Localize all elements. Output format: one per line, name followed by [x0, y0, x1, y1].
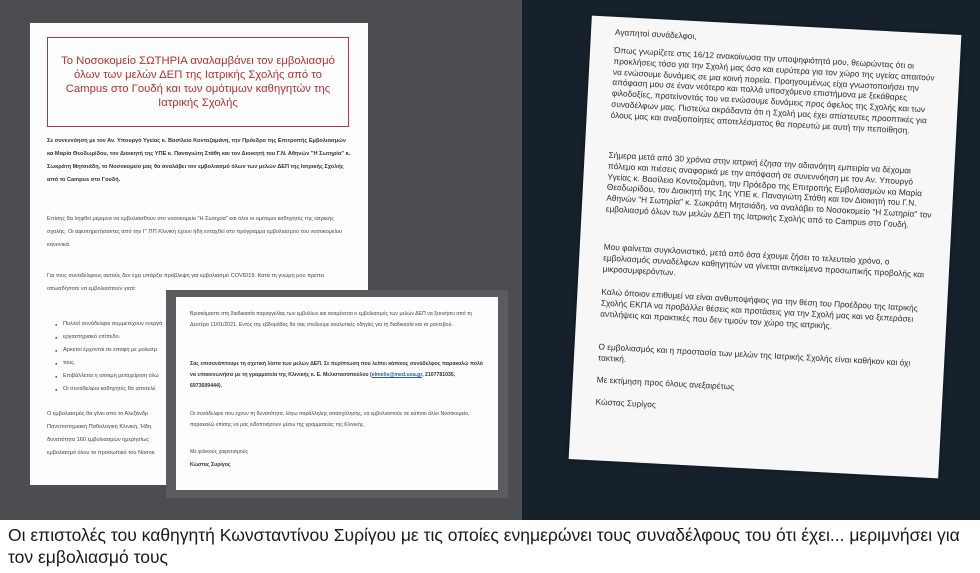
list-item: ● τους. — [55, 357, 355, 370]
overlay-document — [176, 297, 498, 490]
letter-greeting: Αγαπητοί συνάδελφοι, — [614, 26, 697, 42]
photo-caption: Οι επιστολές του καθηγητή Κωνσταντίνου Συρίγου με τις οποίες ενημερώνει τους συναδέλφους του ότι έχει... μεριμνήσει για τον εμβολιασμό τους — [8, 525, 960, 567]
list-item: ● Πολλοί συνάδελφοι συμμετέχουν ενεργά — [55, 318, 355, 331]
list-item: ● εργαστηριακό επίπεδο. — [55, 331, 355, 344]
overlay-paragraph-3: Οι συνάδελφοι που έχουν τη δυνατότητα, λόγω παράλληλης απασχόλησης, να εμβολιαστούν σε κάποιο άλλο Νοσοκομείο, παρακαλώ επίσης να μας ειδοποιήσουν μέσω της γραμματείας της Κλινικής. — [190, 411, 470, 428]
announcement-paragraph-3: Για τους συναδέλφους αυτούς δεν έχει υπάρξει πρόβλεψη για εμβολιασμό COVID19. Κατά τη γνώμη μου πρέπει οπωσδήποτε να εμβολιαστούν γιατί: — [47, 273, 325, 292]
announcement-paragraph-1: Σε συνεννόηση με τον Αν. Υπουργό Υγείας κ. Βασίλειο Κοντοζαμάνη, την Πρόεδρο της Επιτροπής Εμβολιασμών κα Μαρία Θεοδωρίδου, τον Διοικητή της ΥΠΕ κ. Παναγιώτη Στάθη και τον Διοικητή του Γ.Ν. Αθηνών "Η Σωτηρία" κ. Σωκράτη Μητσιάδη, το Νοσοκομείο μας θα αναλάβει τον εμβολιασμό όλων των μελών ΔΕΠ της Ιατρικής Σχολής από το Campus στο Γουδή. — [47, 138, 351, 183]
announcement-paragraph-4-line-4: εμβολιασμό όλου το προσωπικό του Νοσοκ — [47, 450, 155, 456]
letter-paragraph-1: Όπως γνωρίζετε στις 16/12 ανακοίνωσα την υποψηφιότητά μου, θεωρώντας ότι οι προκλήσεις τόσο για την Σχολή μας όσο και ευρύτερα για τον χώρο της υγείας απαιτούν να ενώσουμε δυνάμεις σε μια κοινή πορεία. Προηγουμένως είχα γνωστοποιήσει την απόφαση μου σε έναν νεότερο και πολλά υποσχόμενο επιστήμονα με ξεκάθαρες φιλοδοξίες, προτείνοντάς του να ενώσουμε δυνάμεις προς όφελος της Σχολής και των συναδέλφων μας. Πιστεύω ακράδαντα ότι η Σχολή μας έχει απίστευτες προοπτικές για όλους μας και αναξιοποίητες αποτελέσματος θα πορευτώ με αυτή την πεποίθηση. — [610, 44, 935, 136]
announcement-paragraph-4-line-1: Ο εμβολιασμός θα γίνει από το Αλεξάνδρ — [47, 411, 149, 417]
announcement-paragraph-4-line-3: δυνατότητα 160 εμβολιασμών ημερησίως — [47, 437, 150, 443]
announcement-paragraph-2: Επίσης θα ληφθεί μέριμνα να εμβολιασθούν στο νοσοκομείο "Η Σωτηρία" και όλοι οι ομότιμοι καθηγητές της ιατρικής σχολής. Οι αφυπηρετήσαντες από την Γ' ΠΠ Κλινική έχουν ήδη ενταχθεί στο πρόγραμμα εμβολιασμού του νοσοκομείου κανονικά. — [47, 216, 342, 248]
letter-paragraph-5: Ο εμβολιασμός και η προστασία των μελών της Ιατρικής Σχολής είναι καθήκον και όχι τακτική. — [597, 341, 911, 368]
letter-paragraph-2: Σήμερα μετά από 30 χρόνια στην ιατρική έζησα την αδιανόητη εμπειρία να δέχομαι πόλεμο και πιέσεις αναφορικά με την απόφασή σε συνεννόηση με τον Αν. Υπουργό Υγείας κ. Βασίλειο Κοντοζαμάνη, την Πρόεδρο της Επιτροπής Εμβολιασμών κα Μαρία Θεοδωρίδου, τον Διοικητή της 1ης ΥΠΕ κ. Παναγιώτη Στάθη και τον Διοικητή του Γ.Ν. Αθηνών "Η Σωτηρία" κ. Σωκράτη Μητσιάδη, να αναλάβει το Νοσοκομείο "Η Σωτηρία" τον εμβολιασμό όλων των μελών ΔΕΠ της Ιατρικής Σχολής από το Campus στο Γουδή. — [605, 149, 932, 230]
overlay-paragraph-1: Βρισκόμαστε στη διαδικασία παραγγελίας των εμβολίων και αναμένεται ο εμβολιασμός των μελών ΔΕΠ να ξεκινήσει από τη Δευτέρα 11/01/2021. Εντός της εβδομάδας θα σας στείλουμε αναλυτικές οδηγίες για τη διαδικασία και τα ραντεβού. — [190, 311, 473, 328]
list-item: ● Αρκετοί έρχονται σε επαφή με μολυσμ — [55, 344, 355, 357]
announcement-paragraph-4-line-2: Πανεπιστημιακή Παθολογική Κλινική. Ήδη — [47, 424, 152, 430]
overlay-closing: Με φιλικούς χαιρετισμούς — [190, 449, 249, 455]
letter-paragraph-3: Μου φαίνεται συγκλονιστικό, μετά από όσα έχουμε ζήσει το τελευταίο χρόνο, ο εμβολιασμός συναδέλφων καθηγητών να γίνεται αντικείμενο προσωπικής προβολής και μικροσυμφερόντων. — [602, 241, 925, 280]
overlay-paragraph-2-end: , 2107781035, 6973699444). — [190, 372, 456, 389]
overlay-signature: Κώστας Συρίγος — [190, 462, 231, 468]
email-link[interactable]: elmelis@med.uoa.gr — [371, 372, 423, 378]
letter-closing: Με εκτίμηση προς όλους ανεξαιρέτως — [596, 374, 735, 392]
list-item: ● Επιβάλλεται η ισότιμη μεταχείριση όλω — [55, 370, 355, 383]
overlay-paragraph-2-text: Σας επισυνάπτουμε τη σχετική λίστα των μελών ΔΕΠ. Σε περίπτωση που λείπει κάποιος συνάδελφος παρακαλώ πολύ να επικοινωνήσει με τη γραμματεία της Κλινικής κ. Ε. Μελιστασοπούλου ( — [190, 361, 483, 378]
letter-paragraph-4: Καλώ όποιον επιθυμεί να είναι ανθυποψήφιος για την θέση του Προέδρου της Ιατρικής Σχολής ΕΚΠΑ να προβάλλει θέσεις και προτάσεις για την Σχολή μας και να ξεπεράσει αντιλήψεις και πρακτικές που δεν τιμούν τον χώρο της ιατρικής. — [600, 286, 918, 331]
overlay-paragraph-2 — [190, 359, 485, 392]
announcement-title: Το Νοσοκομείο ΣΩΤΗΡΙΑ αναλαμβάνει τον εμβολιασμό όλων των μελών ΔΕΠ της Ιατρικής Σχολής από το Campus στο Γουδή και των ομότιμων καθηγητών της Ιατρικής Σχολής — [47, 37, 349, 127]
list-item: ● Οι συνάδελφοι καθηγητές θα αποτελέ — [55, 383, 355, 396]
letter-document — [569, 16, 962, 479]
letter-signature: Κώστας Συρίγος — [595, 396, 657, 410]
